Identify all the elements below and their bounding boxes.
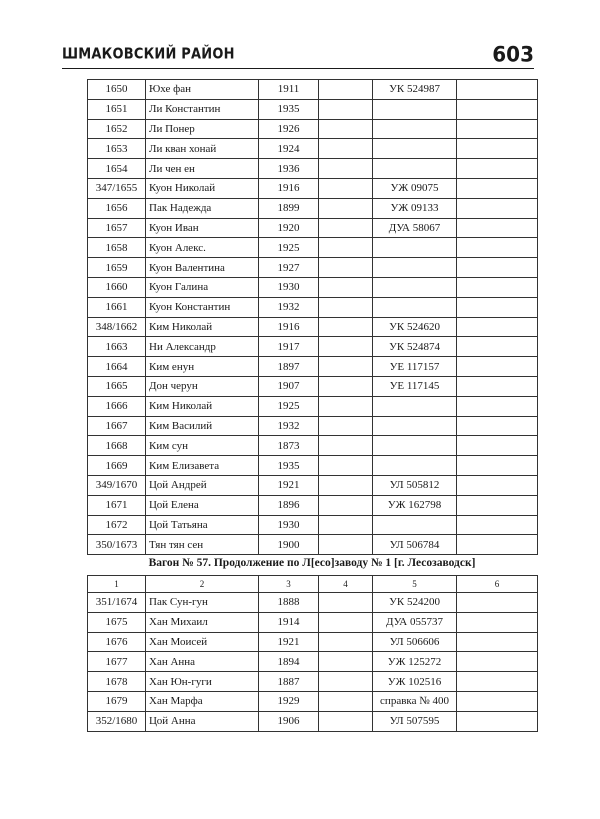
cell-col-6 [457, 80, 538, 100]
cell-col-1: 1675 [88, 612, 146, 632]
cell-col-2: Цой Елена [146, 495, 259, 515]
cell-col-4 [319, 475, 373, 495]
cell-col-4 [319, 80, 373, 100]
cell-col-6 [457, 672, 538, 692]
cell-col-3: 1899 [259, 198, 319, 218]
column-number: 3 [259, 576, 319, 593]
cell-col-6 [457, 238, 538, 258]
cell-col-2: Куон Николай [146, 178, 259, 198]
cell-col-3: 1887 [259, 672, 319, 692]
cell-col-1: 352/1680 [88, 711, 146, 731]
cell-col-3: 1914 [259, 612, 319, 632]
cell-col-6 [457, 277, 538, 297]
cell-col-3: 1916 [259, 317, 319, 337]
cell-col-6 [457, 436, 538, 456]
column-number: 6 [457, 576, 538, 593]
cell-col-2: Куон Валентина [146, 258, 259, 278]
cell-col-5 [373, 139, 457, 159]
table-row [88, 416, 538, 436]
cell-col-2: Ли чен ен [146, 159, 259, 179]
cell-col-3: 1935 [259, 456, 319, 476]
cell-col-5 [373, 258, 457, 278]
cell-col-2: Куон Константин [146, 297, 259, 317]
cell-col-1: 1656 [88, 198, 146, 218]
cell-col-5 [373, 277, 457, 297]
cell-col-3: 1930 [259, 515, 319, 535]
cell-col-2: Цой Андрей [146, 475, 259, 495]
cell-col-1: 349/1670 [88, 475, 146, 495]
cell-col-2: Пак Сун-гун [146, 593, 259, 613]
cell-col-1: 1653 [88, 139, 146, 159]
cell-col-4 [319, 691, 373, 711]
cell-col-1: 1665 [88, 376, 146, 396]
cell-col-3: 1929 [259, 691, 319, 711]
cell-col-4 [319, 258, 373, 278]
district-title: ШМАКОВСКИЙ РАЙОН [62, 46, 235, 64]
cell-col-2: Цой Татьяна [146, 515, 259, 535]
cell-col-5 [373, 119, 457, 139]
cell-col-3: 1925 [259, 396, 319, 416]
cell-col-1: 1664 [88, 357, 146, 377]
column-number: 5 [373, 576, 457, 593]
cell-col-1: 1660 [88, 277, 146, 297]
cell-col-5 [373, 515, 457, 535]
cell-col-1: 1671 [88, 495, 146, 515]
cell-col-6 [457, 317, 538, 337]
cell-col-5 [373, 99, 457, 119]
cell-col-4 [319, 337, 373, 357]
cell-col-6 [457, 711, 538, 731]
cell-col-2: Ким Николай [146, 317, 259, 337]
cell-col-6 [457, 535, 538, 555]
cell-col-5: УЕ 117157 [373, 357, 457, 377]
cell-col-5: УЛ 505812 [373, 475, 457, 495]
cell-col-2: Ким енун [146, 357, 259, 377]
cell-col-6 [457, 612, 538, 632]
cell-col-2: Ли Константин [146, 99, 259, 119]
cell-col-6 [457, 593, 538, 613]
cell-col-6 [457, 396, 538, 416]
cell-col-4 [319, 297, 373, 317]
table-row [88, 159, 538, 179]
table-row [88, 672, 538, 692]
cell-col-4 [319, 495, 373, 515]
header-rule [62, 68, 534, 69]
register-table-top [87, 79, 538, 555]
cell-col-2: Хан Михаил [146, 612, 259, 632]
cell-col-1: 1667 [88, 416, 146, 436]
cell-col-4 [319, 218, 373, 238]
column-number: 2 [146, 576, 259, 593]
cell-col-5 [373, 456, 457, 476]
cell-col-5: УЛ 506784 [373, 535, 457, 555]
table-row [88, 535, 538, 555]
cell-col-6 [457, 357, 538, 377]
cell-col-4 [319, 376, 373, 396]
table-row [88, 258, 538, 278]
cell-col-1: 1679 [88, 691, 146, 711]
cell-col-5: ДУА 58067 [373, 218, 457, 238]
cell-col-6 [457, 691, 538, 711]
table-row [88, 612, 538, 632]
cell-col-3: 1921 [259, 632, 319, 652]
cell-col-1: 351/1674 [88, 593, 146, 613]
cell-col-3: 1936 [259, 159, 319, 179]
cell-col-3: 1907 [259, 376, 319, 396]
cell-col-4 [319, 119, 373, 139]
cell-col-1: 1654 [88, 159, 146, 179]
cell-col-2: Ли кван хонай [146, 139, 259, 159]
cell-col-2: Ким Василий [146, 416, 259, 436]
cell-col-3: 1932 [259, 297, 319, 317]
cell-col-2: Ким Николай [146, 396, 259, 416]
cell-col-2: Пак Надежда [146, 198, 259, 218]
cell-col-5 [373, 436, 457, 456]
cell-col-2: Хан Анна [146, 652, 259, 672]
column-number-row [88, 576, 538, 593]
cell-col-1: 1672 [88, 515, 146, 535]
cell-col-3: 1930 [259, 277, 319, 297]
table-row [88, 515, 538, 535]
cell-col-4 [319, 416, 373, 436]
cell-col-3: 1920 [259, 218, 319, 238]
cell-col-6 [457, 159, 538, 179]
page-number: 603 [492, 41, 534, 67]
table-row [88, 297, 538, 317]
table-row [88, 396, 538, 416]
cell-col-6 [457, 456, 538, 476]
cell-col-4 [319, 612, 373, 632]
cell-col-1: 1657 [88, 218, 146, 238]
cell-col-1: 1668 [88, 436, 146, 456]
cell-col-6 [457, 99, 538, 119]
table-row [88, 495, 538, 515]
cell-col-5 [373, 238, 457, 258]
cell-col-5 [373, 396, 457, 416]
table-row [88, 238, 538, 258]
cell-col-2: Хан Моисей [146, 632, 259, 652]
cell-col-1: 1676 [88, 632, 146, 652]
cell-col-4 [319, 535, 373, 555]
cell-col-2: Куон Галина [146, 277, 259, 297]
cell-col-5: УЕ 117145 [373, 376, 457, 396]
cell-col-4 [319, 198, 373, 218]
cell-col-1: 1651 [88, 99, 146, 119]
cell-col-3: 1917 [259, 337, 319, 357]
cell-col-4 [319, 711, 373, 731]
cell-col-6 [457, 198, 538, 218]
cell-col-4 [319, 593, 373, 613]
cell-col-3: 1932 [259, 416, 319, 436]
cell-col-1: 1659 [88, 258, 146, 278]
table-row [88, 198, 538, 218]
cell-col-6 [457, 218, 538, 238]
cell-col-1: 350/1673 [88, 535, 146, 555]
table-row [88, 277, 538, 297]
cell-col-3: 1925 [259, 238, 319, 258]
cell-col-3: 1924 [259, 139, 319, 159]
cell-col-1: 1652 [88, 119, 146, 139]
table-row [88, 99, 538, 119]
cell-col-5: УЖ 09075 [373, 178, 457, 198]
cell-col-5: УК 524620 [373, 317, 457, 337]
cell-col-4 [319, 139, 373, 159]
cell-col-5: ДУА 055737 [373, 612, 457, 632]
cell-col-2: Куон Иван [146, 218, 259, 238]
table-row [88, 317, 538, 337]
cell-col-6 [457, 337, 538, 357]
cell-col-1: 1663 [88, 337, 146, 357]
cell-col-6 [457, 475, 538, 495]
cell-col-4 [319, 672, 373, 692]
cell-col-5: УЛ 506606 [373, 632, 457, 652]
cell-col-1: 348/1662 [88, 317, 146, 337]
cell-col-4 [319, 277, 373, 297]
cell-col-1: 1678 [88, 672, 146, 692]
running-header [62, 41, 534, 70]
cell-col-2: Дон черун [146, 376, 259, 396]
table-row [88, 456, 538, 476]
cell-col-2: Ким сун [146, 436, 259, 456]
table-row [88, 691, 538, 711]
cell-col-2: Куон Алекс. [146, 238, 259, 258]
cell-col-1: 347/1655 [88, 178, 146, 198]
cell-col-3: 1927 [259, 258, 319, 278]
cell-col-5: УЖ 09133 [373, 198, 457, 218]
cell-col-3: 1935 [259, 99, 319, 119]
cell-col-4 [319, 317, 373, 337]
table-row [88, 139, 538, 159]
cell-col-3: 1921 [259, 475, 319, 495]
cell-col-4 [319, 357, 373, 377]
cell-col-5 [373, 159, 457, 179]
table-row [88, 593, 538, 613]
cell-col-1: 1661 [88, 297, 146, 317]
cell-col-2: Хан Юн-гуги [146, 672, 259, 692]
table-row [88, 80, 538, 100]
cell-col-3: 1911 [259, 80, 319, 100]
cell-col-4 [319, 436, 373, 456]
cell-col-1: 1658 [88, 238, 146, 258]
cell-col-3: 1888 [259, 593, 319, 613]
cell-col-1: 1677 [88, 652, 146, 672]
cell-col-5: УК 524987 [373, 80, 457, 100]
cell-col-6 [457, 376, 538, 396]
table-row [88, 652, 538, 672]
cell-col-6 [457, 297, 538, 317]
cell-col-2: Юхе фан [146, 80, 259, 100]
table-row [88, 711, 538, 731]
cell-col-6 [457, 416, 538, 436]
cell-col-4 [319, 99, 373, 119]
cell-col-4 [319, 515, 373, 535]
cell-col-5: УЖ 102516 [373, 672, 457, 692]
cell-col-3: 1873 [259, 436, 319, 456]
section-title: Вагон № 57. Продолжение по Л[есо]заводу № 1 [г. Лесозаводск] [148, 557, 476, 569]
cell-col-5: справка № 400 [373, 691, 457, 711]
cell-col-1: 1666 [88, 396, 146, 416]
cell-col-6 [457, 515, 538, 535]
table-row [88, 119, 538, 139]
cell-col-2: Хан Марфа [146, 691, 259, 711]
cell-col-2: Цой Анна [146, 711, 259, 731]
cell-col-5: УЖ 162798 [373, 495, 457, 515]
cell-col-3: 1896 [259, 495, 319, 515]
cell-col-2: Ни Александр [146, 337, 259, 357]
cell-col-2: Ли Понер [146, 119, 259, 139]
table-row [88, 178, 538, 198]
cell-col-1: 1669 [88, 456, 146, 476]
cell-col-6 [457, 652, 538, 672]
cell-col-6 [457, 495, 538, 515]
cell-col-5: УК 524200 [373, 593, 457, 613]
table-row [88, 632, 538, 652]
cell-col-4 [319, 396, 373, 416]
cell-col-5 [373, 416, 457, 436]
cell-col-4 [319, 632, 373, 652]
column-number: 1 [88, 576, 146, 593]
cell-col-5: УК 524874 [373, 337, 457, 357]
cell-col-5: УЛ 507595 [373, 711, 457, 731]
cell-col-3: 1894 [259, 652, 319, 672]
cell-col-5: УЖ 125272 [373, 652, 457, 672]
table-row [88, 337, 538, 357]
table-row [88, 376, 538, 396]
cell-col-3: 1906 [259, 711, 319, 731]
cell-col-4 [319, 159, 373, 179]
table-row [88, 357, 538, 377]
cell-col-6 [457, 178, 538, 198]
cell-col-3: 1916 [259, 178, 319, 198]
cell-col-5 [373, 297, 457, 317]
cell-col-4 [319, 652, 373, 672]
cell-col-1: 1650 [88, 80, 146, 100]
table-row [88, 475, 538, 495]
cell-col-6 [457, 139, 538, 159]
cell-col-4 [319, 238, 373, 258]
cell-col-6 [457, 258, 538, 278]
cell-col-2: Тян тян сен [146, 535, 259, 555]
register-table-bottom [87, 575, 538, 732]
cell-col-4 [319, 456, 373, 476]
cell-col-2: Ким Елизавета [146, 456, 259, 476]
cell-col-3: 1897 [259, 357, 319, 377]
column-number: 4 [319, 576, 373, 593]
cell-col-3: 1926 [259, 119, 319, 139]
table-row [88, 218, 538, 238]
table-row [88, 436, 538, 456]
cell-col-3: 1900 [259, 535, 319, 555]
cell-col-6 [457, 632, 538, 652]
cell-col-4 [319, 178, 373, 198]
cell-col-6 [457, 119, 538, 139]
